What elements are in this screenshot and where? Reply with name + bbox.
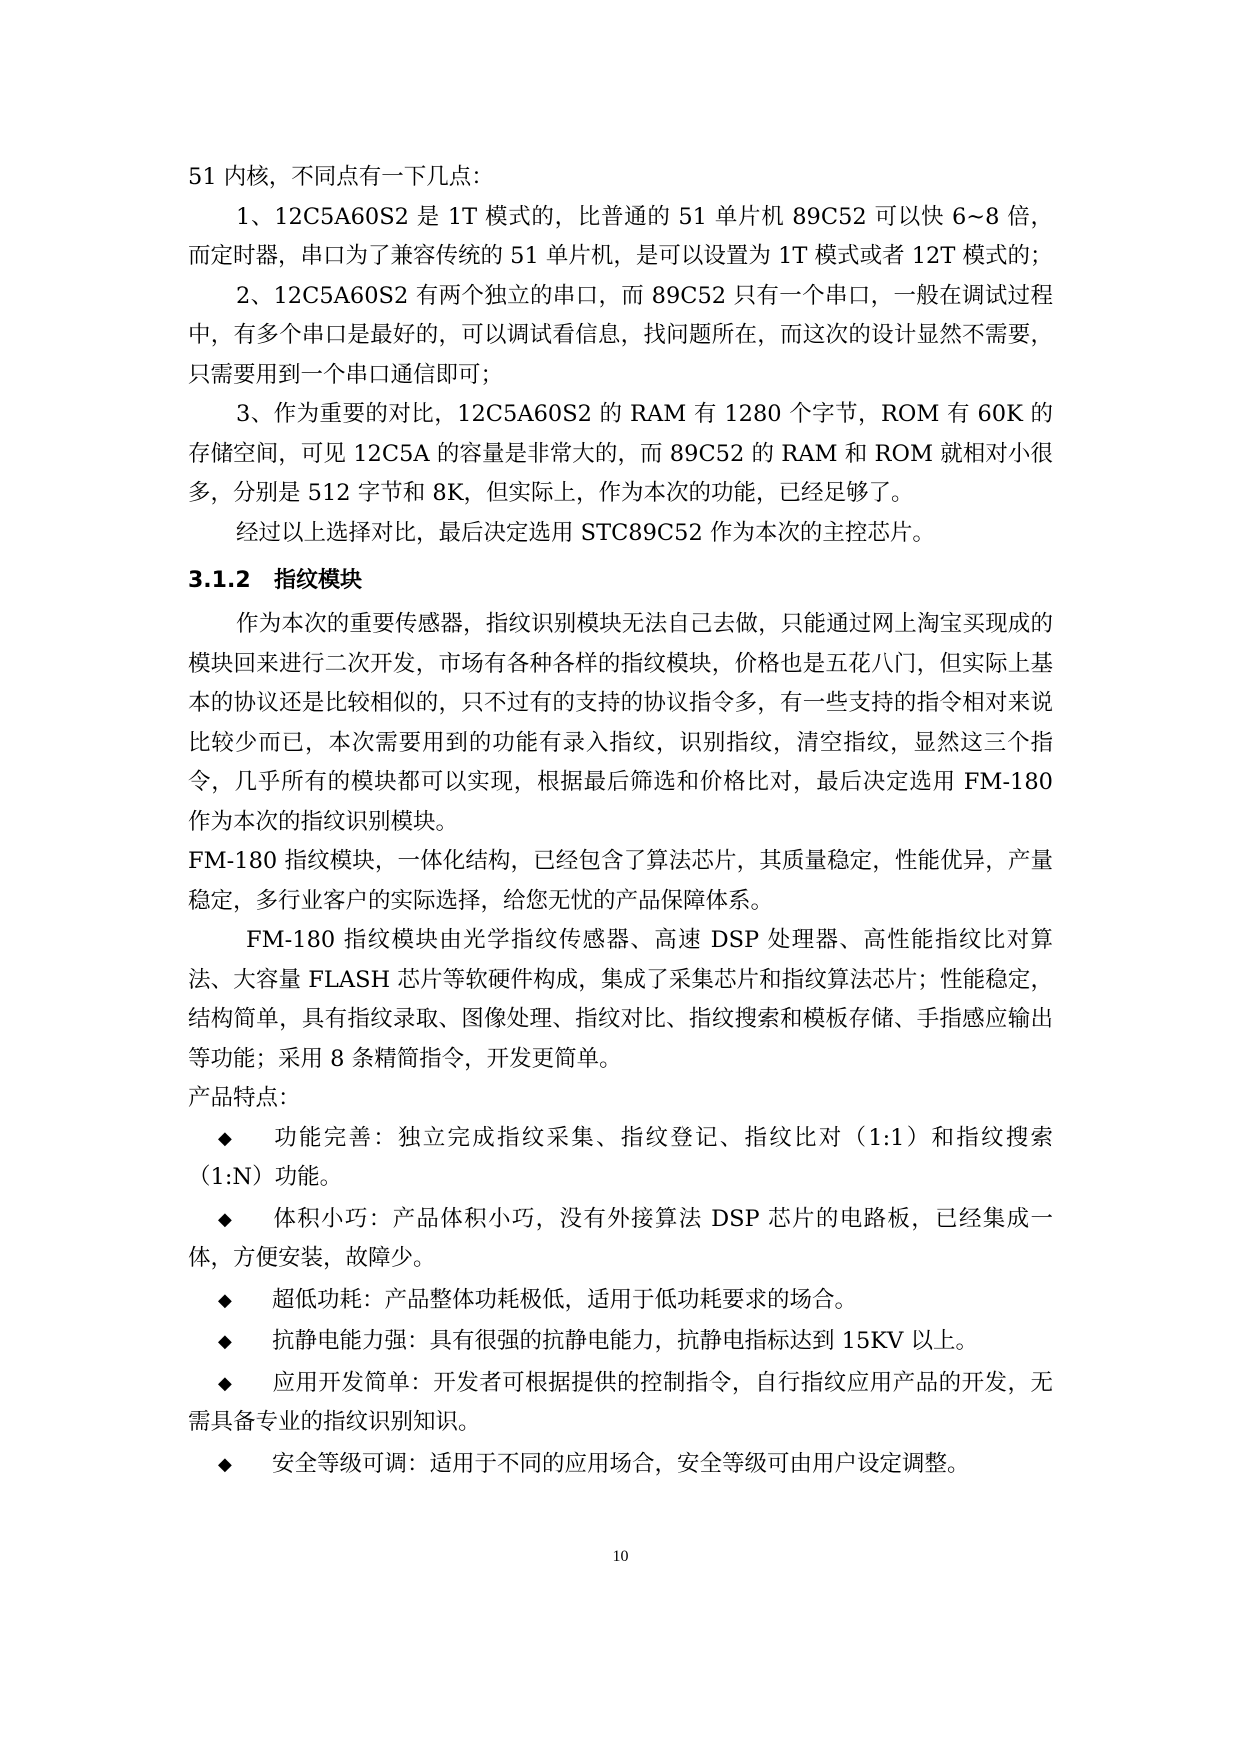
- paragraph-conclusion: 经过以上选择对比，最后决定选用 STC89C52 作为本次的主控芯片。: [236, 519, 935, 546]
- section-title: 指纹模块: [274, 568, 363, 593]
- diamond-bullet-icon: ◆: [218, 1289, 232, 1311]
- features-heading: 产品特点：: [188, 1085, 301, 1111]
- section-number: 3.1.2: [188, 568, 251, 593]
- paragraph-sensor-intro: 作为本次的重要传感器，指纹识别模块无法自己去做，只能通过网上淘宝买现成的模块回来进行二次开发，市场有各种各样的指纹模块，价格也是五花八门，但实际上基本的协议还是比较相似的，只不过有的支持的协议指令多，有一些支持的指令相对来说比较少而已，本次需要用到的功能有录入指纹，识别指纹，清空指纹，显然这三个指令，几乎所有的模块都可以实现，根据最后筛选和价格比对，最后决定选用 FM-180 作为本次的指纹识别模块。: [188, 611, 1053, 835]
- paragraph-point-1: 1、12C5A60S2 是 1T 模式的，比普通的 51 单片机 89C52 可以快 6~8 倍，而定时器，串口为了兼容传统的 51 单片机，是可以设置为 1T 模式或者 12T 模式的；: [188, 203, 1053, 269]
- feature-item: [188, 1322, 1053, 1362]
- paragraph-point-2: 2、12C5A60S2 有两个独立的串口，而 89C52 只有一个串口，一般在调试过程中，有多个串口是最好的，可以调试看信息，找问题所在，而这次的设计显然不需要，只需要用到一个串口通信即可；: [188, 282, 1053, 388]
- diamond-bullet-icon: ◆: [218, 1372, 232, 1394]
- section-heading: [188, 561, 1053, 601]
- feature-item: [188, 1445, 1053, 1485]
- paragraph-point-3: 3、作为重要的对比，12C5A60S2 的 RAM 有 1280 个字节，ROM 有 60K 的存储空间，可见 12C5A 的容量是非常大的，而 89C52 的 RAM 和 ROM 就相对小很多，分别是 512 字节和 8K，但实际上，作为本次的功能，已经足够了。: [188, 401, 1053, 506]
- diamond-bullet-icon: ◆: [218, 1127, 232, 1149]
- paragraph-fm180-summary: FM-180 指纹模块，一体化结构，已经包含了算法芯片，其质量稳定，性能优异，产量稳定，多行业客户的实际选择，给您无忧的产品保障体系。: [188, 848, 1053, 914]
- page-number: 10: [612, 1548, 629, 1565]
- feature-text: 体积小巧：产品体积小巧，没有外接算法 DSP 芯片的电路板，已经集成一体，方便安装，故障少。: [188, 1205, 1053, 1271]
- feature-text: 安全等级可调：适用于不同的应用场合，安全等级可由用户设定调整。: [272, 1450, 970, 1477]
- paragraph-intro: 51 内核，不同点有一下几点：: [188, 164, 494, 190]
- feature-text: 应用开发简单：开发者可根据提供的控制指令，自行指纹应用产品的开发，无需具备专业的指纹识别知识。: [188, 1369, 1053, 1435]
- diamond-bullet-icon: ◆: [218, 1331, 232, 1352]
- feature-item: [188, 1119, 1053, 1198]
- feature-item: [188, 1281, 1053, 1321]
- document-body: [188, 158, 1053, 1484]
- paragraph-fm180-detail: FM-180 指纹模块由光学指纹传感器、高速 DSP 处理器、高性能指纹比对算法、大容量 FLASH 芯片等软硬件构成，集成了采集芯片和指纹算法芯片；性能稳定，结构简单，具有指纹录取、图像处理、指纹对比、指纹搜索和模板存储、手指感应输出等功能；采用 8 条精简指令，开发更简单。: [188, 927, 1053, 1072]
- feature-text: 抗静电能力强：具有很强的抗静电能力，抗静电指标达到 15KV 以上。: [272, 1328, 978, 1354]
- feature-item: [188, 1364, 1053, 1443]
- diamond-bullet-icon: ◆: [218, 1453, 232, 1475]
- feature-text: 功能完善：独立完成指纹采集、指纹登记、指纹比对（1:1）和指纹搜索（1:N）功能。: [188, 1124, 1053, 1190]
- feature-item: [188, 1200, 1053, 1279]
- feature-text: 超低功耗：产品整体功耗极低，适用于低功耗要求的场合。: [272, 1286, 858, 1313]
- diamond-bullet-icon: ◆: [218, 1208, 232, 1230]
